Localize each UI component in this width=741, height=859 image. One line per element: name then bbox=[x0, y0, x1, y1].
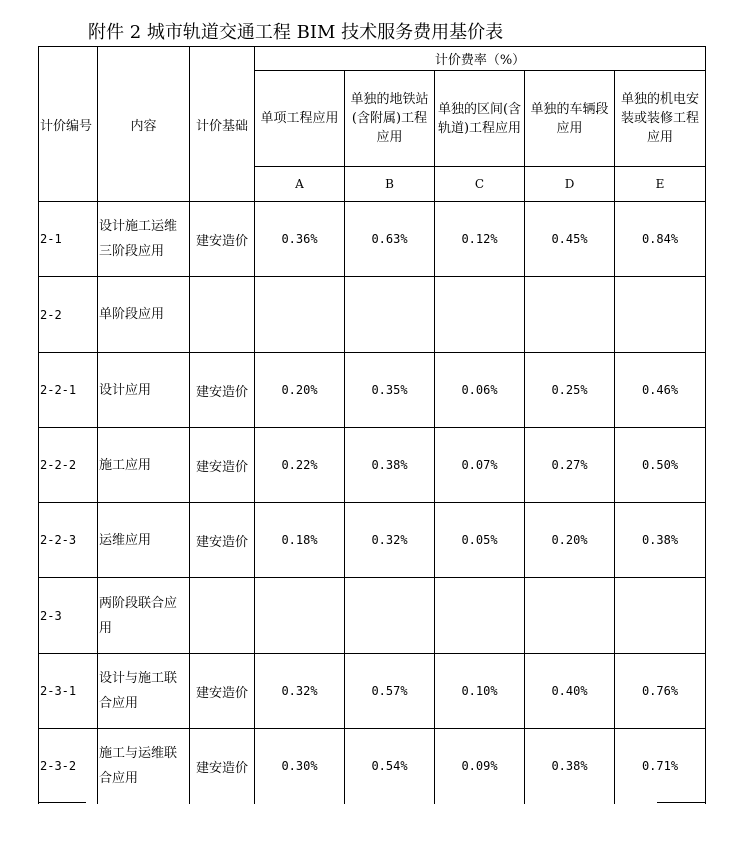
header-col-e: 单独的机电安装或装修工程应用 bbox=[615, 71, 706, 167]
rate-cell-d bbox=[525, 277, 615, 353]
row-code: 2-2-2 bbox=[39, 428, 98, 503]
rate-cell-e: 0.50% bbox=[615, 428, 706, 503]
rate-cell-b bbox=[345, 277, 435, 353]
rate-cell-c: 0.10% bbox=[435, 654, 525, 729]
row-basis: 建安造价 bbox=[190, 654, 255, 729]
rate-cell-a: 0.18% bbox=[255, 503, 345, 578]
rate-cell-d bbox=[525, 578, 615, 654]
rate-cell-e bbox=[615, 277, 706, 353]
rate-cell-e: 0.38% bbox=[615, 503, 706, 578]
header-content: 内容 bbox=[98, 47, 190, 202]
table-row bbox=[39, 654, 706, 729]
rate-cell-a: 0.32% bbox=[255, 654, 345, 729]
table-row bbox=[39, 277, 706, 353]
row-content: 单阶段应用 bbox=[98, 277, 190, 353]
rate-cell-b: 0.38% bbox=[345, 428, 435, 503]
rate-cell-e: 0.76% bbox=[615, 654, 706, 729]
rate-cell-d: 0.20% bbox=[525, 503, 615, 578]
header-col-b: 单独的地铁站(含附属)工程应用 bbox=[345, 71, 435, 167]
header-letter-a: A bbox=[255, 167, 345, 202]
table-row bbox=[39, 503, 706, 578]
row-code: 2-3-2 bbox=[39, 729, 98, 804]
table-continuation-line-right bbox=[657, 802, 705, 803]
rate-cell-e: 0.46% bbox=[615, 353, 706, 428]
header-letter-b: B bbox=[345, 167, 435, 202]
row-content: 设计施工运维三阶段应用 bbox=[98, 202, 190, 277]
row-code: 2-3-1 bbox=[39, 654, 98, 729]
rate-cell-c: 0.07% bbox=[435, 428, 525, 503]
rate-cell-d: 0.38% bbox=[525, 729, 615, 804]
row-basis: 建安造价 bbox=[190, 428, 255, 503]
fee-rate-table bbox=[38, 46, 706, 804]
rate-cell-b bbox=[345, 578, 435, 654]
row-content: 设计与施工联合应用 bbox=[98, 654, 190, 729]
rate-cell-a bbox=[255, 578, 345, 654]
header-col-c: 单独的区间(含轨道)工程应用 bbox=[435, 71, 525, 167]
row-code: 2-2-1 bbox=[39, 353, 98, 428]
row-basis bbox=[190, 277, 255, 353]
table-row bbox=[39, 578, 706, 654]
header-col-a: 单项工程应用 bbox=[255, 71, 345, 167]
rate-cell-d: 0.27% bbox=[525, 428, 615, 503]
rate-cell-b: 0.54% bbox=[345, 729, 435, 804]
table-row bbox=[39, 428, 706, 503]
row-content: 施工应用 bbox=[98, 428, 190, 503]
table-row bbox=[39, 729, 706, 804]
rate-cell-d: 0.40% bbox=[525, 654, 615, 729]
header-col-d: 单独的车辆段应用 bbox=[525, 71, 615, 167]
rate-cell-a: 0.30% bbox=[255, 729, 345, 804]
row-basis bbox=[190, 578, 255, 654]
rate-cell-d: 0.25% bbox=[525, 353, 615, 428]
rate-cell-e: 0.71% bbox=[615, 729, 706, 804]
header-letter-c: C bbox=[435, 167, 525, 202]
rate-cell-d: 0.45% bbox=[525, 202, 615, 277]
row-content: 两阶段联合应用 bbox=[98, 578, 190, 654]
rate-cell-a: 0.20% bbox=[255, 353, 345, 428]
header-letter-d: D bbox=[525, 167, 615, 202]
rate-cell-c: 0.09% bbox=[435, 729, 525, 804]
rate-cell-e: 0.84% bbox=[615, 202, 706, 277]
row-content: 施工与运维联合应用 bbox=[98, 729, 190, 804]
header-basis: 计价基础 bbox=[190, 47, 255, 202]
row-code: 2-1 bbox=[39, 202, 98, 277]
rate-cell-b: 0.57% bbox=[345, 654, 435, 729]
rate-cell-a bbox=[255, 277, 345, 353]
row-basis: 建安造价 bbox=[190, 353, 255, 428]
row-code: 2-3 bbox=[39, 578, 98, 654]
header-letter-e: E bbox=[615, 167, 706, 202]
header-rate-group: 计价费率（%） bbox=[255, 47, 706, 71]
table-continuation-line-left bbox=[38, 802, 86, 803]
rate-cell-c bbox=[435, 277, 525, 353]
table-row bbox=[39, 353, 706, 428]
table-row bbox=[39, 202, 706, 277]
header-code: 计价编号 bbox=[39, 47, 98, 202]
rate-cell-c: 0.06% bbox=[435, 353, 525, 428]
rate-cell-b: 0.35% bbox=[345, 353, 435, 428]
row-basis: 建安造价 bbox=[190, 202, 255, 277]
rate-cell-b: 0.32% bbox=[345, 503, 435, 578]
row-code: 2-2-3 bbox=[39, 503, 98, 578]
rate-cell-c: 0.12% bbox=[435, 202, 525, 277]
rate-cell-c bbox=[435, 578, 525, 654]
rate-cell-c: 0.05% bbox=[435, 503, 525, 578]
rate-cell-b: 0.63% bbox=[345, 202, 435, 277]
document-title: 附件 2 城市轨道交通工程 BIM 技术服务费用基价表 bbox=[88, 22, 504, 43]
row-content: 设计应用 bbox=[98, 353, 190, 428]
row-code: 2-2 bbox=[39, 277, 98, 353]
rate-cell-a: 0.36% bbox=[255, 202, 345, 277]
rate-cell-e bbox=[615, 578, 706, 654]
row-basis: 建安造价 bbox=[190, 503, 255, 578]
row-content: 运维应用 bbox=[98, 503, 190, 578]
row-basis: 建安造价 bbox=[190, 729, 255, 804]
rate-cell-a: 0.22% bbox=[255, 428, 345, 503]
